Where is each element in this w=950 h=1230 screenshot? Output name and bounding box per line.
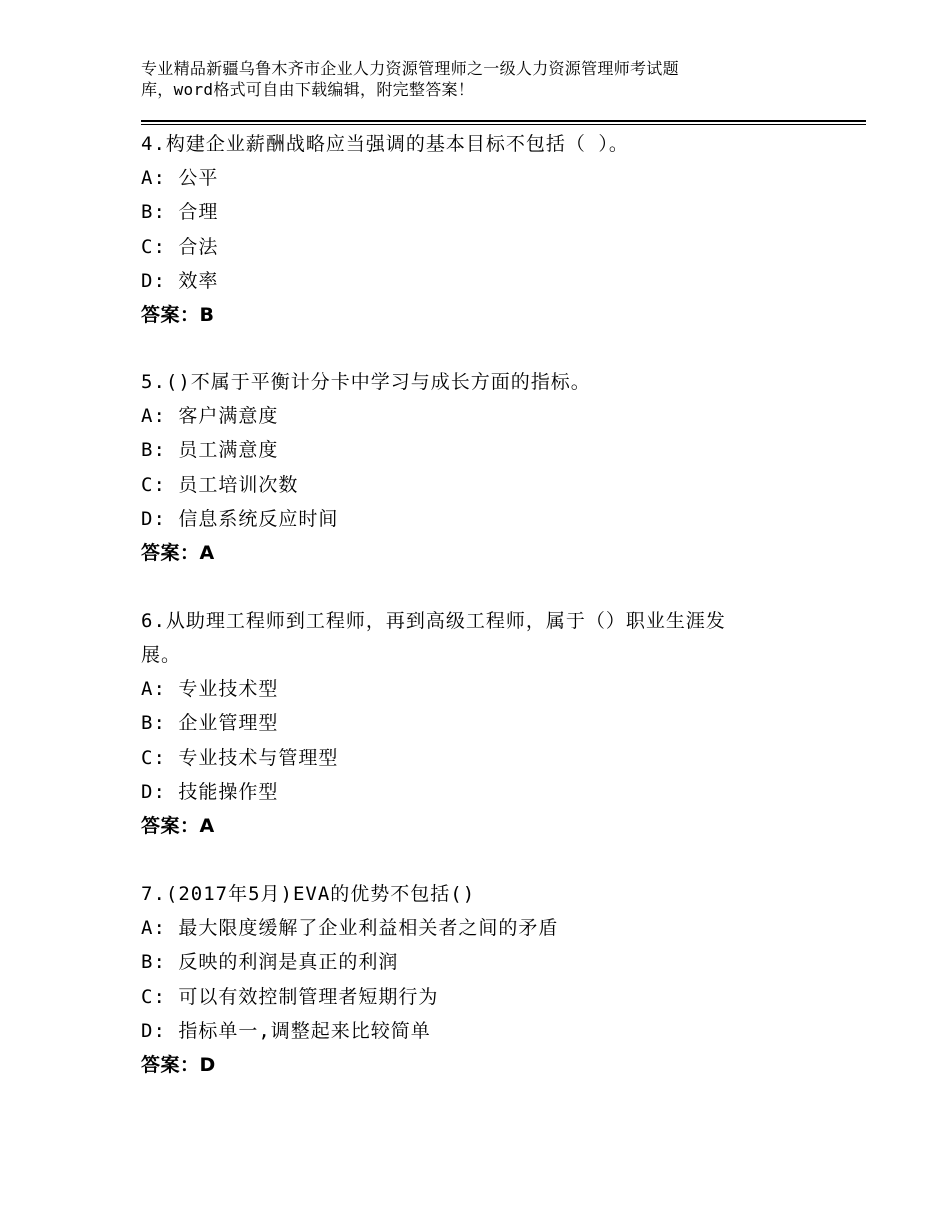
question-6 <box>141 604 801 843</box>
option-b: B: 员工满意度 <box>141 439 279 462</box>
question-5 <box>141 365 801 570</box>
option-a: A: 客户满意度 <box>141 405 279 427</box>
answer-label: 答案：A <box>141 542 215 565</box>
option-c: C: 员工培训次数 <box>141 473 299 496</box>
question-stem-line: 6.从助理工程师到工程师，再到高级工程师，属于（）职业生涯发 <box>141 610 726 632</box>
question-stem <box>141 877 801 911</box>
question-stem-line: 5.()不属于平衡计分卡中学习与成长方面的指标。 <box>141 371 591 393</box>
question-stem-line: 展。 <box>141 644 182 666</box>
answer-label: 答案：B <box>141 304 215 327</box>
option-d: D: 效率 <box>141 269 219 292</box>
option-a: A: 公平 <box>141 167 219 189</box>
option-d: D: 技能操作型 <box>141 780 279 803</box>
option-d: D: 信息系统反应时间 <box>141 507 339 530</box>
option-c: C: 可以有效控制管理者短期行为 <box>141 985 439 1008</box>
question-7 <box>141 877 801 1082</box>
header-line-1: 专业精品新疆乌鲁木齐市企业人力资源管理师之一级人力资源管理师考试题 <box>141 59 679 78</box>
option-b: B: 合理 <box>141 201 219 224</box>
header-divider-thin <box>141 124 866 125</box>
answer-label: 答案：A <box>141 815 215 838</box>
question-stem-line: 4.构建企业薪酬战略应当强调的基本目标不包括（ ）。 <box>141 133 629 155</box>
option-c: C: 合法 <box>141 235 219 258</box>
header-line-2: 库，word格式可自由下载编辑，附完整答案！ <box>141 80 475 99</box>
document-header <box>141 58 781 100</box>
question-stem-line: 7.(2017年5月)EVA的优势不包括() <box>141 883 476 905</box>
question-stem <box>141 365 801 399</box>
option-b: B: 反映的利润是真正的利润 <box>141 951 399 974</box>
question-stem <box>141 127 801 161</box>
option-b: B: 企业管理型 <box>141 712 279 735</box>
question-4 <box>141 127 801 332</box>
answer-label: 答案：D <box>141 1054 216 1077</box>
question-stem <box>141 604 801 672</box>
option-d: D: 指标单一,调整起来比较简单 <box>141 1019 431 1042</box>
header-divider-thick <box>141 120 866 122</box>
option-a: A: 专业技术型 <box>141 678 279 700</box>
option-c: C: 专业技术与管理型 <box>141 746 339 769</box>
option-a: A: 最大限度缓解了企业利益相关者之间的矛盾 <box>141 917 559 939</box>
